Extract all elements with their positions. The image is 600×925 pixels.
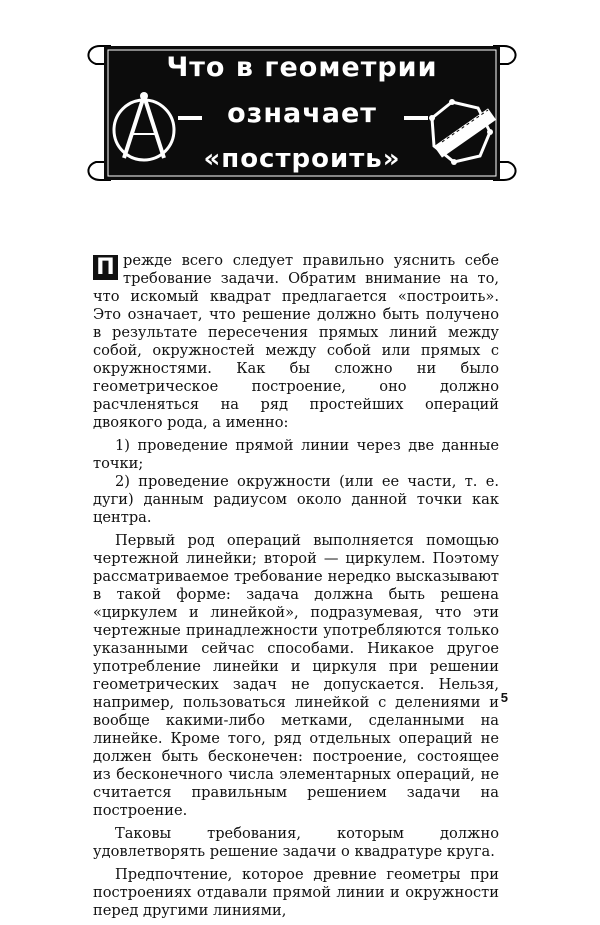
paragraph-2: Первый род операций выполняется помощью чертежной линейки; второй — циркулем. Поэтому рассматриваемое требование нередко высказывают в такой форме: задача должна быть решена «циркулем и линейкой», подразумевая, что эти чертежные принадлежности употребляются только указанными сейчас способами. Никакое другое употребление линейки и циркуля при решении геометрических задач не допускается. Нельзя, например, пользоваться линейкой с делениями и вообще какими-либо метками, сделанными на линейке. Кроме того, ряд отдельных операций не должен быть бесконечен: построение, состоящее из бесконечного числа элементарных операций, не считается правильным решением задачи на построение. xyxy=(93,532,499,819)
paragraph-3: Таковы требования, которым должно удовлетворять решение задачи о квадратуре круга. xyxy=(93,825,499,860)
ornament-right xyxy=(404,116,428,120)
page-number: 5 xyxy=(500,690,508,705)
paragraph-1-text: режде всего следует правильно уяснить себе требование задачи. Обратим внимание на то, что искомый квадрат предлагается «построить». Это означает, что решение должно быть получено в результате пересечения прямых линий между собой, окружностей между собой или прямых с окружностями. Как бы сложно ни было геометрическое построение, оно должно расчленяться на ряд простейших операций двоякого рода, а именно: xyxy=(93,252,499,431)
body-text xyxy=(93,252,499,925)
drop-cap: П xyxy=(93,255,118,280)
paragraph-4: Предпочтение, которое древние геометры при построениях отдавали прямой линии и окружности перед другими линиями, xyxy=(93,866,499,919)
list-item-1: 1) проведение прямой линии через две данные точки; xyxy=(93,437,499,472)
paragraph-1 xyxy=(93,252,499,432)
chapter-banner xyxy=(82,38,522,188)
heading-line-2: означает xyxy=(227,98,377,129)
list-item-2: 2) проведение окружности (или ее части, т. е. дуги) данным радиусом около данной точки как центра. xyxy=(93,473,499,526)
heading-line-1: Что в геометрии xyxy=(166,52,438,83)
heading-line-3: «построить» xyxy=(203,144,401,174)
